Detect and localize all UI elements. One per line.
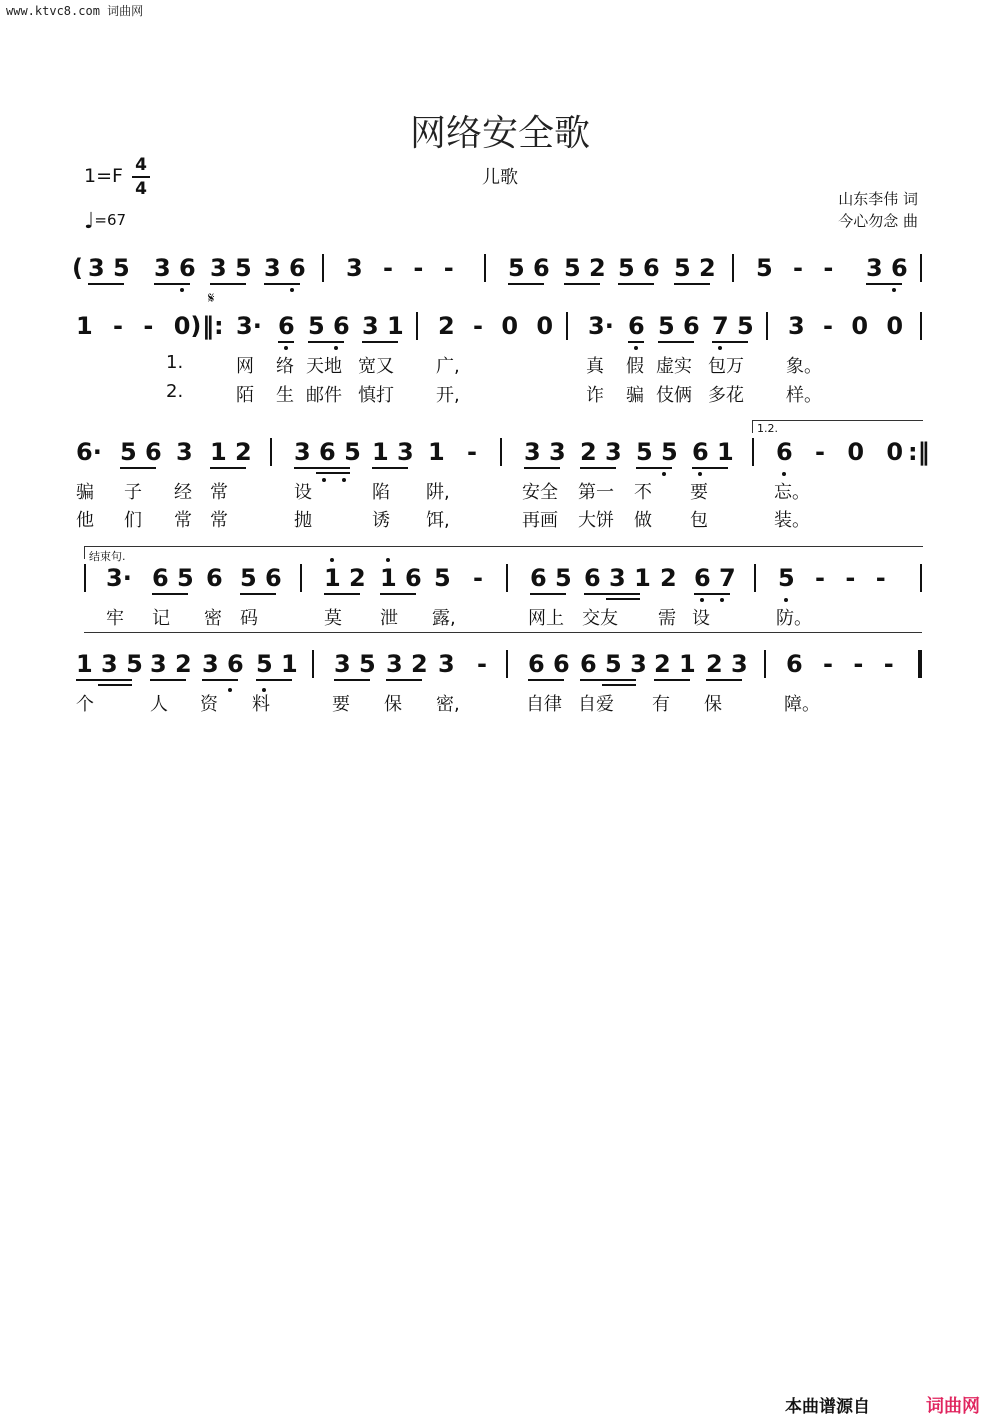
note-group: 3 5 <box>88 254 130 282</box>
note-group: 5 - - <box>756 254 834 282</box>
lyric: 伎俩 <box>656 385 692 406</box>
lyric: 多花 <box>708 385 744 406</box>
lyric: 露, <box>432 608 456 629</box>
lyric: 大饼 <box>578 510 614 531</box>
lyric: 假 <box>626 356 644 377</box>
note-group: 6 - 0 0 <box>776 438 904 466</box>
note-group: 6 - - - <box>786 650 894 678</box>
note-group: 5 6 <box>120 438 162 466</box>
barline <box>754 564 756 592</box>
note-group: 1 - - 0) <box>76 312 202 340</box>
footer-source: 本曲谱源自 <box>785 1397 870 1417</box>
lyric: 设 <box>294 482 312 503</box>
note-group: 3 2 <box>386 650 428 678</box>
barline <box>500 438 502 466</box>
quarter-note-icon: ♩ <box>84 209 95 234</box>
note-group: 7 5 <box>712 312 754 340</box>
time-signature <box>132 155 150 199</box>
note-group: 2 3 <box>706 650 748 678</box>
note-group: 3 6 <box>202 650 244 678</box>
barline <box>312 650 314 678</box>
volta-bracket <box>752 420 923 433</box>
verse-number: 1. <box>166 352 184 373</box>
barline <box>732 254 734 282</box>
barline <box>300 564 302 592</box>
barline <box>764 650 766 678</box>
lyric: 莫 <box>324 608 342 629</box>
lyric: 常 <box>174 510 192 531</box>
footer-brand-link[interactable]: 词曲网 <box>926 1396 980 1417</box>
time-top: 4 <box>135 155 147 175</box>
note-group: 5 - - - <box>778 564 886 592</box>
barline <box>920 312 922 340</box>
lyric: 子 <box>124 482 142 503</box>
lyric: 牢 <box>106 608 124 629</box>
barline <box>484 254 486 282</box>
note-group: 3 5 <box>334 650 376 678</box>
lyric: 陷 <box>372 482 390 503</box>
note-group: 3 - - - <box>346 254 454 282</box>
note-group: 3 <box>176 438 193 466</box>
lyric: 需 <box>658 608 676 629</box>
note-group: 1 2 <box>324 564 366 592</box>
lyric: 诱 <box>372 510 390 531</box>
lyric: 宽又 <box>358 356 394 377</box>
volta-label: 结束句. <box>89 550 126 563</box>
lyric: 邮件 <box>306 385 342 406</box>
note-group: 1 - <box>428 438 478 466</box>
note-group: 3 6 <box>154 254 196 282</box>
lyric: 保 <box>384 694 402 715</box>
lyric: 料 <box>252 694 270 715</box>
note-group: 3· <box>106 564 132 592</box>
note-group: 3 - 0 0 <box>788 312 904 340</box>
note-group: 1 3 5 <box>76 650 143 678</box>
tempo-marking <box>84 206 127 234</box>
lyric: 网 <box>236 356 254 377</box>
note-group: 3 2 <box>150 650 192 678</box>
note-group: 5 - <box>434 564 484 592</box>
barline <box>566 312 568 340</box>
key-signature: 1=F <box>84 165 123 187</box>
lyric: 天地 <box>306 356 342 377</box>
note-group: 3 6 <box>866 254 908 282</box>
lyric: 阱, <box>426 482 450 503</box>
barline <box>506 650 508 678</box>
repeat-start: ‖: <box>202 312 224 340</box>
note-group: 2 1 <box>654 650 696 678</box>
note-group: 5 6 <box>658 312 700 340</box>
volta-line <box>84 632 922 645</box>
volta-label: 1.2. <box>757 422 778 435</box>
lyric: 样。 <box>786 385 822 406</box>
repeat-end: :‖ <box>908 438 930 466</box>
lyric: 密 <box>204 608 222 629</box>
lyric: 包万 <box>708 356 744 377</box>
lyric: 有 <box>652 694 670 715</box>
lyric: 设 <box>692 608 710 629</box>
note-group: 6· <box>76 438 102 466</box>
note-group: 6 3 1 <box>584 564 651 592</box>
lyric: 抛 <box>294 510 312 531</box>
note-group: 5 6 <box>618 254 660 282</box>
lyric: 要 <box>690 482 708 503</box>
lyric: 经 <box>174 482 192 503</box>
note-group: 5 6 <box>508 254 550 282</box>
lyric: 常 <box>210 482 228 503</box>
lyric: 交友 <box>582 608 618 629</box>
note-group: 3 - <box>438 650 488 678</box>
barline <box>270 438 272 466</box>
lyric: 虚实 <box>656 356 692 377</box>
lyric: 骗 <box>626 385 644 406</box>
note-group: 6 <box>278 312 295 340</box>
lyric: 个 <box>76 694 94 715</box>
lyric: 记 <box>152 608 170 629</box>
lyric: 开, <box>436 385 460 406</box>
lyric: 真 <box>586 356 604 377</box>
note-group: 2 3 <box>580 438 622 466</box>
lyric: 网上 <box>528 608 564 629</box>
lyric: 再画 <box>522 510 558 531</box>
note-group: 3 1 <box>362 312 404 340</box>
volta-bracket <box>84 546 923 563</box>
barline <box>84 564 86 592</box>
note-group: 3 3 <box>524 438 566 466</box>
lyric: 他 <box>76 510 94 531</box>
note-group: 6 5 <box>530 564 572 592</box>
note-group: 6 6 <box>528 650 570 678</box>
verse-number: 2. <box>166 381 184 402</box>
lyric: 资 <box>200 694 218 715</box>
lyric: 第一 <box>578 482 614 503</box>
note-group: 6 5 3 <box>580 650 647 678</box>
lyric: 包 <box>690 510 708 531</box>
barline <box>506 564 508 592</box>
barline <box>752 438 754 466</box>
lyric: 慎打 <box>358 385 394 406</box>
barline <box>920 564 922 592</box>
note-group: 3 5 <box>210 254 252 282</box>
lyric: 安全 <box>522 482 558 503</box>
note-group: 5 1 <box>256 650 298 678</box>
note-group: 2 <box>660 564 677 592</box>
lyric: 忘。 <box>774 482 810 503</box>
note-group: 6 1 <box>692 438 734 466</box>
note-group: 2 - 0 0 <box>438 312 554 340</box>
lyric: 常 <box>210 510 228 531</box>
note-group: 1 2 <box>210 438 252 466</box>
lyric: 们 <box>124 510 142 531</box>
lyric: 保 <box>704 694 722 715</box>
time-bottom: 4 <box>135 179 147 199</box>
lyric: 自爱 <box>578 694 614 715</box>
lyric: 陌 <box>236 385 254 406</box>
lyric: 要 <box>332 694 350 715</box>
lyric: 做 <box>634 510 652 531</box>
note-group: 3· <box>236 312 262 340</box>
lyric: 诈 <box>586 385 604 406</box>
page-title: 网络安全歌 <box>409 113 590 154</box>
barline <box>920 254 922 282</box>
lyric: 泄 <box>380 608 398 629</box>
open-paren: ( <box>72 254 83 282</box>
lyricist-credit: 山东李伟 词 <box>838 190 918 208</box>
lyric: 码 <box>240 608 258 629</box>
lyric: 广, <box>436 356 460 377</box>
song-genre: 儿歌 <box>482 167 518 188</box>
note-group: 3 6 <box>264 254 306 282</box>
note-group: 6 <box>628 312 645 340</box>
lyric: 人 <box>150 694 168 715</box>
lyric: 障。 <box>784 694 820 715</box>
lyric: 自律 <box>526 694 562 715</box>
note-group: 1 3 <box>372 438 414 466</box>
note-group: 6 5 <box>152 564 194 592</box>
lyric: 生 <box>276 385 294 406</box>
note-group: 5 6 <box>240 564 282 592</box>
lyric: 装。 <box>774 510 810 531</box>
barline <box>416 312 418 340</box>
lyric: 骗 <box>76 482 94 503</box>
segno-icon: 𝄋 <box>208 289 215 307</box>
barline <box>766 312 768 340</box>
final-barline <box>918 650 922 678</box>
lyric: 不 <box>634 482 652 503</box>
note-group: 5 6 <box>308 312 350 340</box>
lyric: 密, <box>436 694 460 715</box>
tempo-value: =67 <box>94 211 127 229</box>
note-group: 3· <box>588 312 614 340</box>
note-group: 6 7 <box>694 564 736 592</box>
note-group: 3 6 5 <box>294 438 361 466</box>
note-group: 1 6 <box>380 564 422 592</box>
note-group: 6 <box>206 564 223 592</box>
lyric: 象。 <box>786 356 822 377</box>
note-group: 5 5 <box>636 438 678 466</box>
barline <box>322 254 324 282</box>
note-group: 5 2 <box>564 254 606 282</box>
composer-credit: 今心勿念 曲 <box>838 212 918 230</box>
lyric: 络 <box>276 356 294 377</box>
site-header: www.ktvc8.com 词曲网 <box>6 4 144 18</box>
note-group: 5 2 <box>674 254 716 282</box>
lyric: 饵, <box>426 510 450 531</box>
lyric: 防。 <box>776 608 812 629</box>
